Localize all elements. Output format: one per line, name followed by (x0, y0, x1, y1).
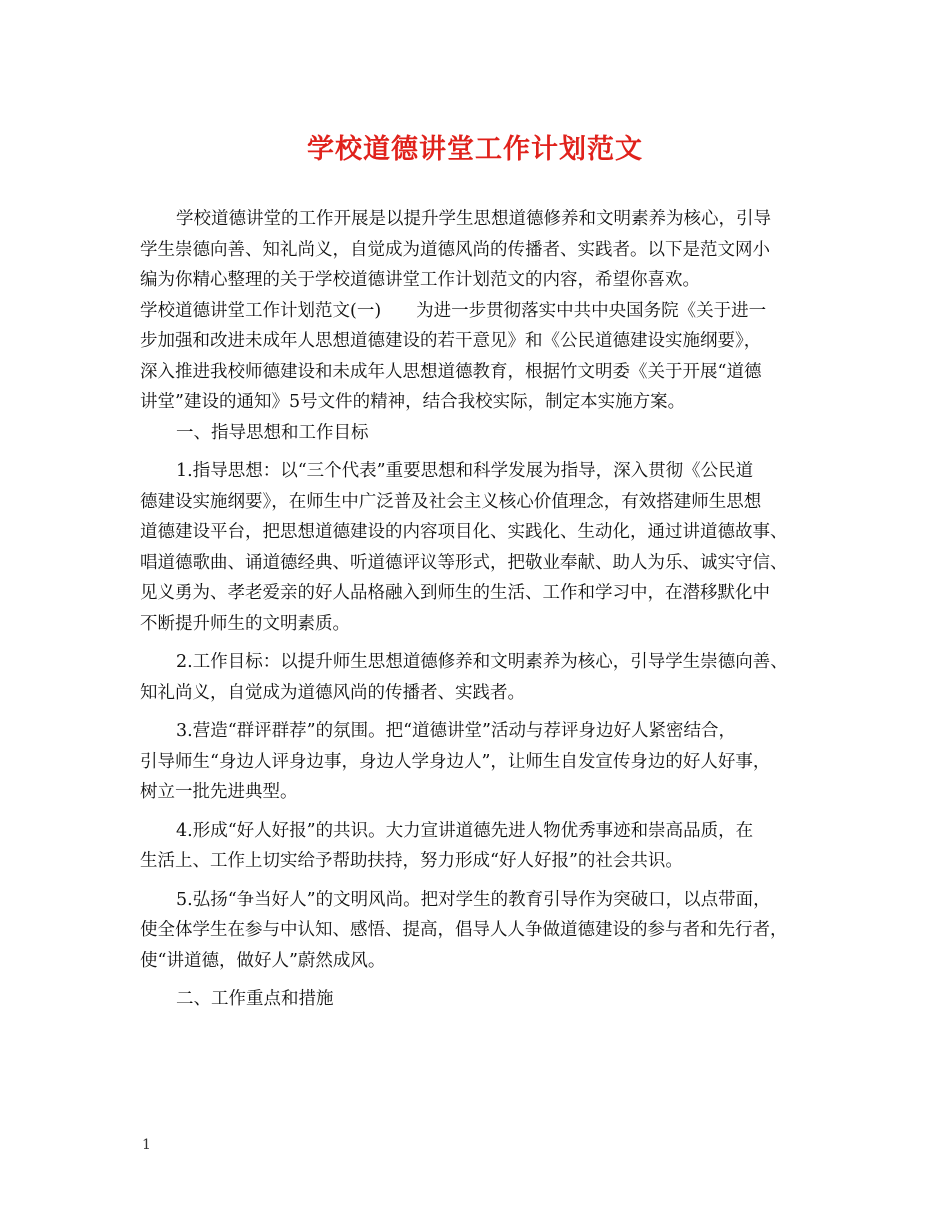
paragraph-line: 不断提升师生的文明素质。 (140, 613, 350, 634)
paragraph-line: 见义勇为、孝老爱亲的好人品格融入到师生的生活、工作和学习中，在潜移默化中 (140, 583, 770, 603)
paragraph-line: 3.营造“群评群荐”的氛围。把“道德讲堂”活动与荐评身边好人紧密结合， (176, 721, 736, 741)
paragraph-line: 讲堂”建设的通知》5号文件的精神，结合我校实际，制定本实施方案。 (140, 392, 686, 412)
paragraph-line: 引导师生“身边人评身边事，身边人学身边人”，让师生自发宣传身边的好人好事， (140, 751, 771, 772)
paragraph-line: 1.指导思想：以“三个代表”重要思想和科学发展为指导，深入贯彻《公民道 (176, 461, 754, 481)
paragraph-line: 4.形成“好人好报”的共识。大力宣讲道德先进人物优秀事迹和崇高品质，在 (176, 820, 754, 841)
paragraph-line: 知礼尚义，自觉成为道德风尚的传播者、实践者。 (140, 682, 525, 703)
page-number: 1 (142, 1137, 151, 1153)
paragraph-line: 学校道德讲堂的工作开展是以提升学生思想道德修养和文明素养为核心，引导 (176, 209, 771, 229)
document-body (140, 204, 810, 1015)
paragraph-line: 使“讲道德，做好人”蔚然成风。 (140, 950, 386, 971)
document-title: 学校道德讲堂工作计划范文 (307, 134, 643, 165)
paragraph-line: 学校道德讲堂工作计划范文(一) 为进一步贯彻落实中共中央国务院《关于进一 (140, 300, 767, 321)
paragraph-line: 生活上、工作上切实给予帮助扶持，努力形成“好人好报”的社会共识。 (140, 851, 683, 871)
paragraph-line: 步加强和改进未成年人思想道德建设的若干意见》和《公民道德建设实施纲要》， (140, 331, 762, 351)
paragraph-line: 唱道德歌曲、诵道德经典、听道德评议等形式，把敬业奉献、助人为乐、诚实守信、 (140, 552, 788, 573)
paragraph-line: 学生崇德向善、知礼尚义，自觉成为道德风尚的传播者、实践者。以下是范文网小 (140, 239, 770, 260)
paragraph-line: 德建设实施纲要》，在师生中广泛普及社会主义核心价值理念，有效搭建师生思想 (140, 491, 762, 512)
paragraph-line: 深入推进我校师德建设和未成年人思想道德教育，根据竹文明委《关于开展“道德 (140, 361, 762, 382)
section-heading: 二、工作重点和措施 (176, 989, 334, 1009)
paragraph-line: 使全体学生在参与中认知、感悟、提高，倡导人人争做道德建设的参与者和先行者， (140, 920, 788, 940)
paragraph-line: 道德建设平台，把思想道德建设的内容项目化、实践化、生动化，通过讲道德故事、 (140, 522, 788, 542)
paragraph-line: 编为你精心整理的关于学校道德讲堂工作计划范文的内容，希望你喜欢。 (140, 270, 700, 290)
section-heading: 一、指导思想和工作目标 (176, 422, 369, 443)
paragraph-line: 5.弘扬“争当好人”的文明风尚。把对学生的教育引导作为突破口，以点带面， (176, 889, 771, 910)
paragraph-line: 2.工作目标：以提升师生思想道德修养和文明素养为核心，引导学生崇德向善、 (176, 652, 788, 672)
paragraph-line: 树立一批先进典型。 (140, 782, 298, 802)
